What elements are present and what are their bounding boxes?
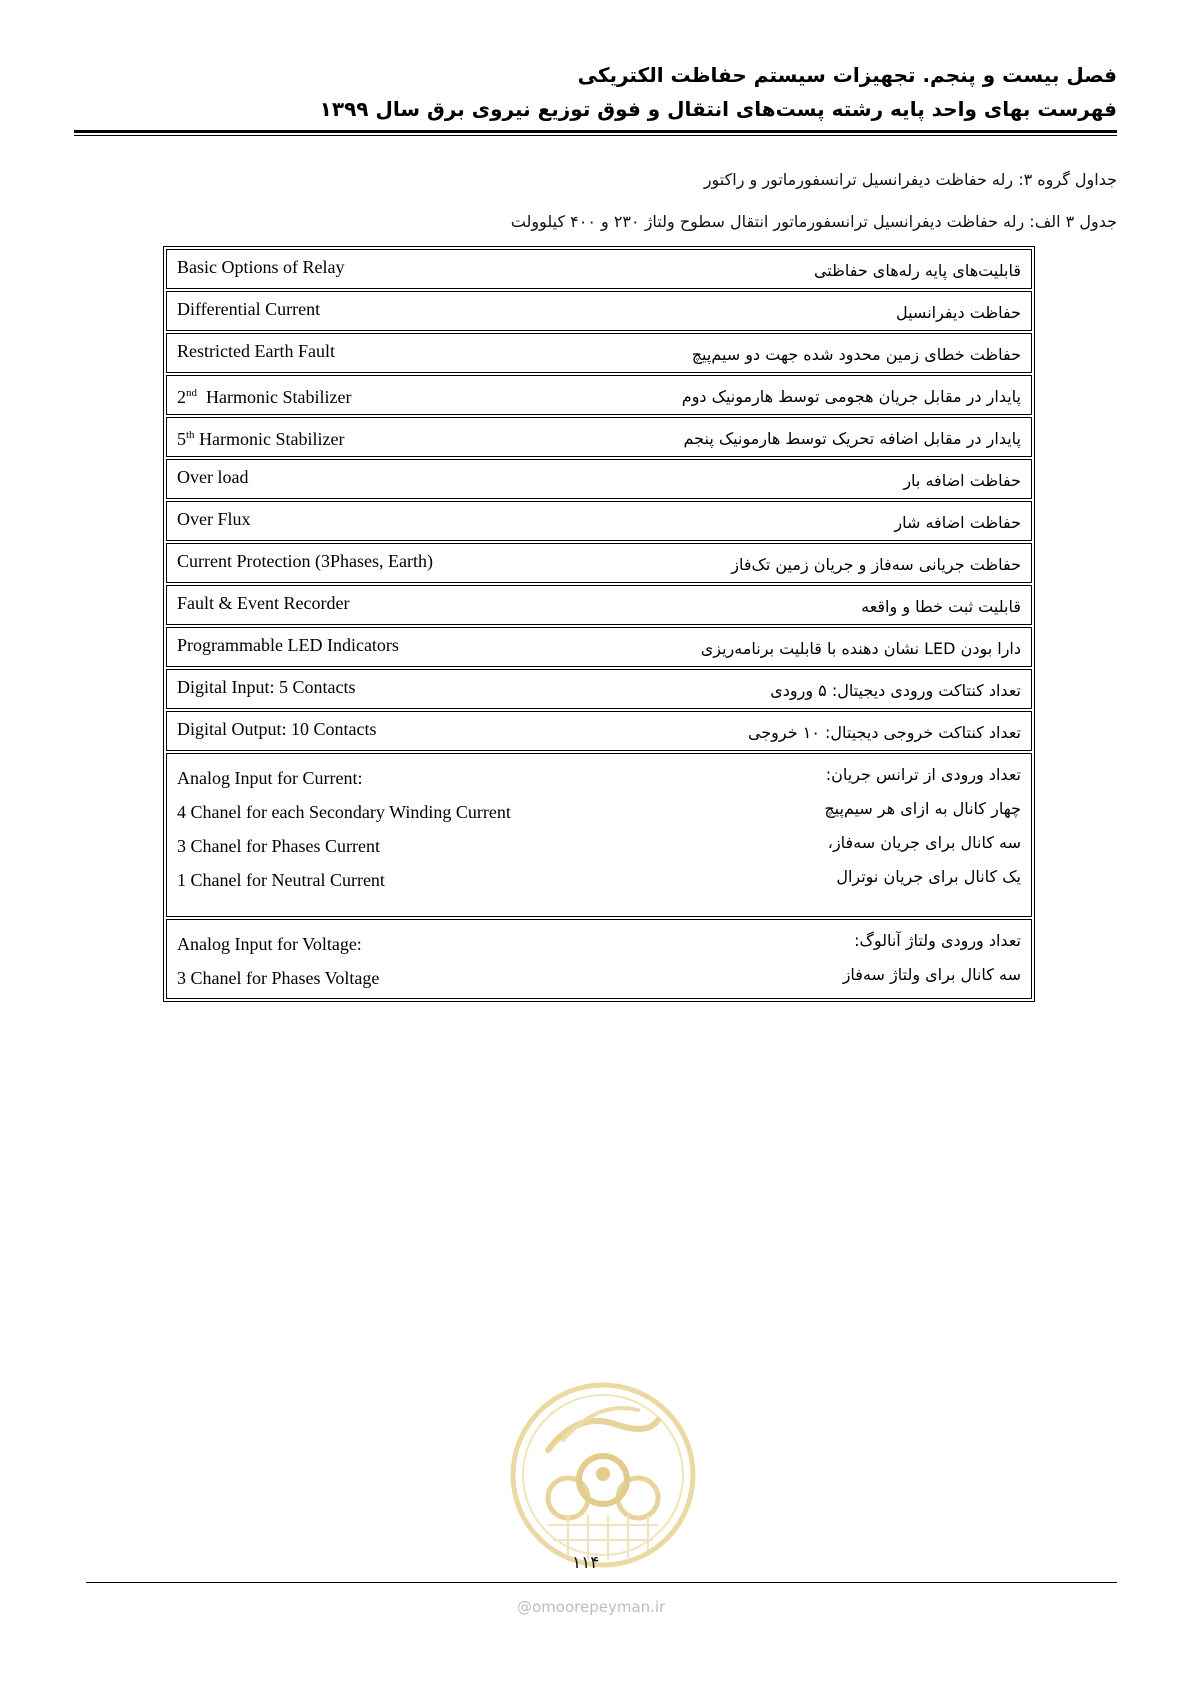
row-fa-line: یک کانال برای جریان نوترال (836, 867, 1021, 886)
row-fa-line: سه کانال برای جریان سه‌فاز، (827, 833, 1021, 852)
row-en-line: 3 Chanel for Phases Voltage (177, 968, 380, 988)
row-fa: حفاظت اضافه شار (894, 513, 1021, 532)
row-en-line: Analog Input for Voltage: (177, 934, 362, 954)
row-fa (843, 920, 1031, 996)
row-en: Differential Current (177, 299, 321, 319)
row-en: Fault & Event Recorder (177, 593, 350, 613)
row-en: Basic Options of Relay (177, 257, 345, 277)
ordinal-suffix: th (186, 429, 195, 441)
website-watermark: @omoorepeyman.ir (517, 1598, 666, 1616)
row-en-line: 3 Chanel for Phases Current (177, 836, 380, 856)
row-en: Over load (177, 467, 249, 487)
table-row (166, 291, 1032, 331)
table-row (166, 249, 1032, 289)
table-row (166, 627, 1032, 667)
row-en: Digital Output: 10 Contacts (177, 719, 377, 739)
row-en: Restricted Earth Fault (177, 341, 335, 361)
footer-rule (86, 1582, 1117, 1583)
row-fa: دارا بودن LED نشان دهنده با قابلیت برنامه‌ریزی (700, 639, 1021, 658)
row-fa-line: سه کانال برای ولتاژ سه‌فاز (842, 965, 1021, 984)
document-subtitle: فهرست بهای واحد پایه رشته پست‌های انتقال و فوق توزیع نیروی برق سال ۱۳۹۹ (319, 97, 1117, 121)
row-en (167, 376, 351, 409)
table-row (166, 375, 1032, 415)
row-fa-line: چهار کانال به ازای هر سیم‌پیچ (824, 799, 1021, 818)
page-header (74, 58, 1117, 126)
chapter-title: فصل بیست و پنجم. تجهیزات سیستم حفاظت الکتریکی (577, 63, 1117, 87)
ordinal-suffix: nd (186, 387, 197, 399)
row-en: Current Protection (3Phases, Earth) (177, 551, 433, 571)
row-en: Digital Input: 5 Contacts (177, 677, 356, 697)
table-row (166, 669, 1032, 709)
table-row (166, 459, 1032, 499)
row-fa: پایدار در مقابل جریان هجومی توسط هارمونیک دوم (681, 387, 1021, 406)
row-en (167, 754, 511, 902)
row-fa: حفاظت جریانی سه‌فاز و جریان زمین تک‌فاز (731, 555, 1021, 574)
group-caption: جداول گروه ۳: رله حفاظت دیفرانسیل ترانسفورماتور و راکتور (703, 170, 1117, 189)
row-en-line: 1 Chanel for Neutral Current (177, 870, 385, 890)
table-row (166, 501, 1032, 541)
ordinal-number: 2 (177, 387, 186, 407)
row-fa-line: تعداد ورودی از ترانس جریان: (825, 765, 1021, 784)
row-fa: پایدار در مقابل اضافه تحریک توسط هارمونیک پنجم (683, 429, 1021, 448)
table-row-analog-voltage (166, 919, 1032, 999)
table-row (166, 543, 1032, 583)
row-en (167, 920, 379, 1000)
table-row (166, 333, 1032, 373)
row-fa: قابلیت‌های پایه رله‌های حفاظتی (813, 261, 1021, 280)
row-en-text: Harmonic Stabilizer (199, 429, 345, 449)
row-fa: قابلیت ثبت خطا و واقعه (861, 597, 1021, 616)
row-en: Over Flux (177, 509, 251, 529)
row-fa: حفاظت اضافه بار (903, 471, 1021, 490)
row-en (167, 418, 345, 451)
row-en-line: Analog Input for Current: (177, 768, 363, 788)
table-row-analog-current (166, 753, 1032, 917)
watermark-logo-icon (508, 1380, 698, 1570)
page-number: ۱۱۴ (572, 1553, 600, 1573)
row-fa (824, 754, 1031, 898)
row-fa: حفاظت خطای زمین محدود شده جهت دو سیم‌پیچ (691, 345, 1021, 364)
row-en-text: Harmonic Stabilizer (206, 387, 352, 407)
table-row (166, 417, 1032, 457)
relay-options-table (163, 246, 1035, 1002)
table-row (166, 711, 1032, 751)
row-en-line: 4 Chanel for each Secondary Winding Current (177, 802, 511, 822)
table-caption: جدول ۳ الف: رله حفاظت دیفرانسیل ترانسفورماتور انتقال سطوح ولتاژ ۲۳۰ و ۴۰۰ کیلوولت (510, 212, 1117, 231)
row-fa-line: تعداد ورودی ولتاژ آنالوگ: (854, 931, 1021, 950)
header-rule-thick (74, 130, 1117, 133)
row-fa: تعداد کنتاکت خروجی دیجیتال: ۱۰ خروجی (747, 723, 1021, 742)
row-fa: تعداد کنتاکت ورودی دیجیتال: ۵ ورودی (770, 681, 1021, 700)
header-rule-thin (74, 135, 1117, 136)
table-row (166, 585, 1032, 625)
row-en: Programmable LED Indicators (177, 635, 399, 655)
ordinal-number: 5 (177, 429, 186, 449)
row-fa: حفاظت دیفرانسیل (895, 303, 1021, 322)
